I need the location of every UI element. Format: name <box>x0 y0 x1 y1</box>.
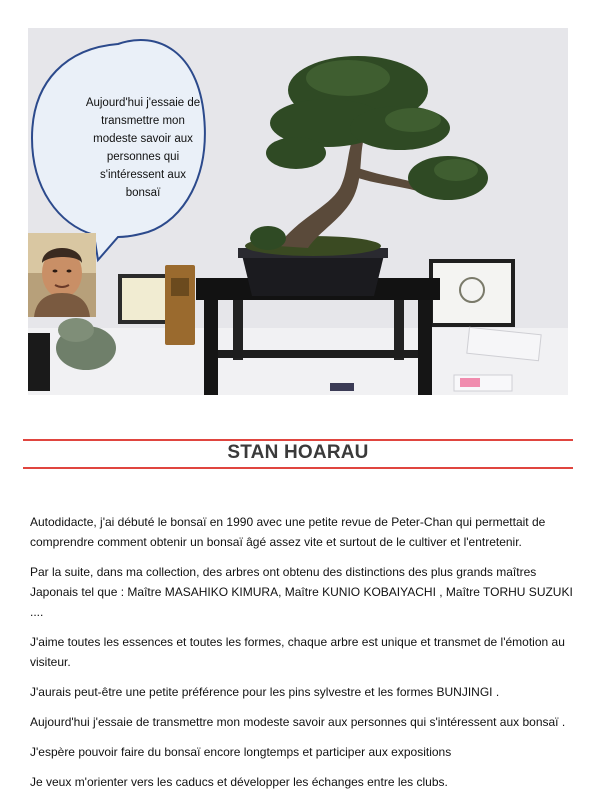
bonsai-illustration <box>28 28 568 395</box>
paragraph: J'espère pouvoir faire du bonsaï encore longtemps et participer aux expositions <box>30 745 452 759</box>
paragraph: Autodidacte, j'ai débuté le bonsaï en 1990 avec une petite revue de Peter-Chan qui permettait de comprendre comment obtenir un bonsaï âgé assez vite et surtout de le cultiver et l'entretenir. <box>30 515 546 549</box>
paragraph: J'aurais peut-être une petite préférence pour les pins sylvestre et les formes BUNJINGI . <box>30 685 500 699</box>
title-rule-bottom <box>23 467 573 469</box>
paragraph: Je veux m'orienter vers les caducs et développer les échanges entre les clubs. <box>30 775 448 789</box>
paragraph: Aujourd'hui j'essaie de transmettre mon modeste savoir aux personnes qui s'intéressent aux bonsaï . <box>30 715 566 729</box>
page-title: STAN HOARAU <box>227 442 369 463</box>
speech-bubble-text: Aujourd'hui j'essaie de transmettre mon modeste savoir aux personnes qui s'intéressent aux bonsaï <box>85 97 201 199</box>
bonsai-photo <box>28 28 568 395</box>
paragraph: Par la suite, dans ma collection, des arbres ont obtenu des distinctions des plus grands maîtres Japonais tel que : Maître MASAHIKO KIMURA, Maître KUNIO KOBAIYACHI , Maître TORHU SUZUKI .... <box>30 565 573 619</box>
paragraph: J'aime toutes les essences et toutes les formes, chaque arbre est unique et transmet de l'émotion au visiteur. <box>30 635 565 669</box>
author-portrait <box>28 233 96 317</box>
biography-text <box>30 512 575 802</box>
